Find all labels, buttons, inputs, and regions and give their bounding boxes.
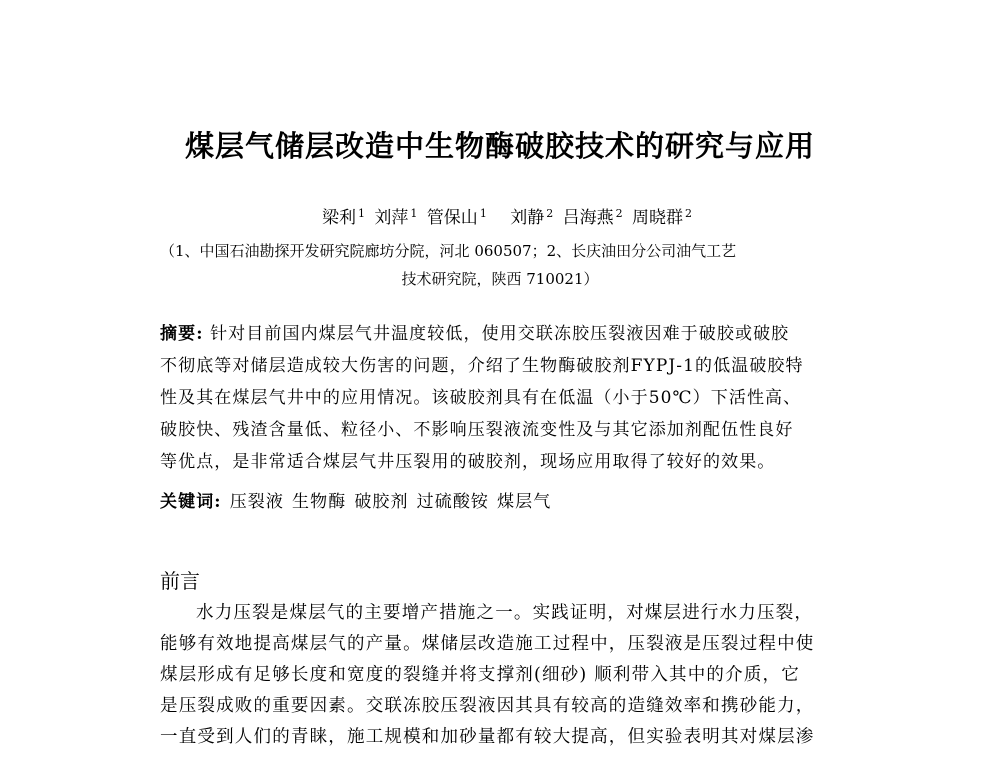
keywords-label: 关键词: bbox=[160, 492, 222, 512]
body-line: 能够有效地提高煤层气的产量。煤储层改造施工过程中，压裂液是压裂过程中使 bbox=[160, 634, 815, 654]
affiliation-line: 技术研究院，陕西 710021） bbox=[401, 270, 599, 288]
body-line: 一直受到人们的青睐，施工规模和加砂量都有较大提高，但实验表明其对煤层渗 bbox=[160, 727, 815, 747]
author-name: 管保山 bbox=[426, 208, 478, 228]
author-list bbox=[322, 203, 696, 228]
keywords bbox=[160, 486, 850, 518]
affiliation-line: （1、中国石油勘探开发研究院廊坊分院，河北 060507；2、长庆油田分公司油气工艺 bbox=[160, 242, 737, 260]
keyword: 煤层气 bbox=[497, 492, 552, 512]
keyword: 破胶剂 bbox=[354, 492, 409, 512]
author-name: 梁利 bbox=[322, 208, 356, 228]
abstract bbox=[160, 318, 850, 478]
author-name: 刘萍 bbox=[374, 208, 409, 228]
keywords-line bbox=[160, 486, 850, 518]
author-affiliation-mark: 1 bbox=[479, 207, 487, 220]
keyword: 生物酶 bbox=[292, 492, 347, 512]
abstract-line: 破胶快、残渣含量低、粒径小、不影响压裂液流变性及与其它添加剂配伍性良好 bbox=[160, 420, 794, 440]
abstract-line: 不彻底等对储层造成较大伤害的问题，介绍了生物酶破胶剂FYPJ-1的低温破胶特 bbox=[160, 356, 804, 376]
abstract-text: 针对目前国内煤层气井温度较低，使用交联冻胶压裂液因难于破胶或破胶 bbox=[203, 324, 790, 344]
abstract-line: 性及其在煤层气井中的应用情况。该破胶剂具有在低温（小于50℃）下活性高、 bbox=[160, 388, 802, 408]
author bbox=[510, 208, 553, 228]
body-line: 煤层形成有足够长度和宽度的裂缝并将支撑剂(细砂) 顺利带入其中的介质，它 bbox=[160, 665, 800, 685]
body-line: 是压裂成败的重要因素。交联冻胶压裂液因其具有较高的造缝效率和携砂能力， bbox=[160, 696, 815, 716]
keyword: 压裂液 bbox=[229, 492, 284, 512]
author-name: 吕海燕 bbox=[562, 208, 614, 228]
paper-title: 煤层气储层改造中生物酶破胶技术的研究与应用 bbox=[184, 129, 815, 163]
body-paragraph bbox=[160, 598, 850, 753]
author-name: 周晓群 bbox=[632, 208, 684, 228]
author bbox=[322, 208, 365, 228]
body-line: 水力压裂是煤层气的主要增产措施之一。实践证明，对煤层进行水力压裂， bbox=[196, 603, 814, 623]
author-affiliation-mark: 2 bbox=[685, 207, 693, 220]
author-affiliation-mark: 2 bbox=[615, 207, 623, 220]
abstract-line: 等优点，是非常适合煤层气井压裂用的破胶剂，现场应用取得了较好的效果。 bbox=[160, 452, 776, 472]
author bbox=[563, 208, 623, 228]
author-affiliation-mark: 1 bbox=[358, 207, 365, 220]
abstract-label: 摘要: bbox=[160, 324, 204, 344]
keyword: 过硫酸铵 bbox=[416, 492, 490, 512]
author-affiliation-mark: 1 bbox=[410, 207, 418, 220]
abstract-line bbox=[160, 318, 850, 350]
author bbox=[427, 208, 487, 228]
author bbox=[632, 208, 692, 228]
author bbox=[374, 208, 417, 228]
section-heading: 前言 bbox=[160, 569, 200, 593]
author-affiliation-mark: 2 bbox=[546, 207, 554, 220]
author-name: 刘静 bbox=[510, 208, 545, 228]
